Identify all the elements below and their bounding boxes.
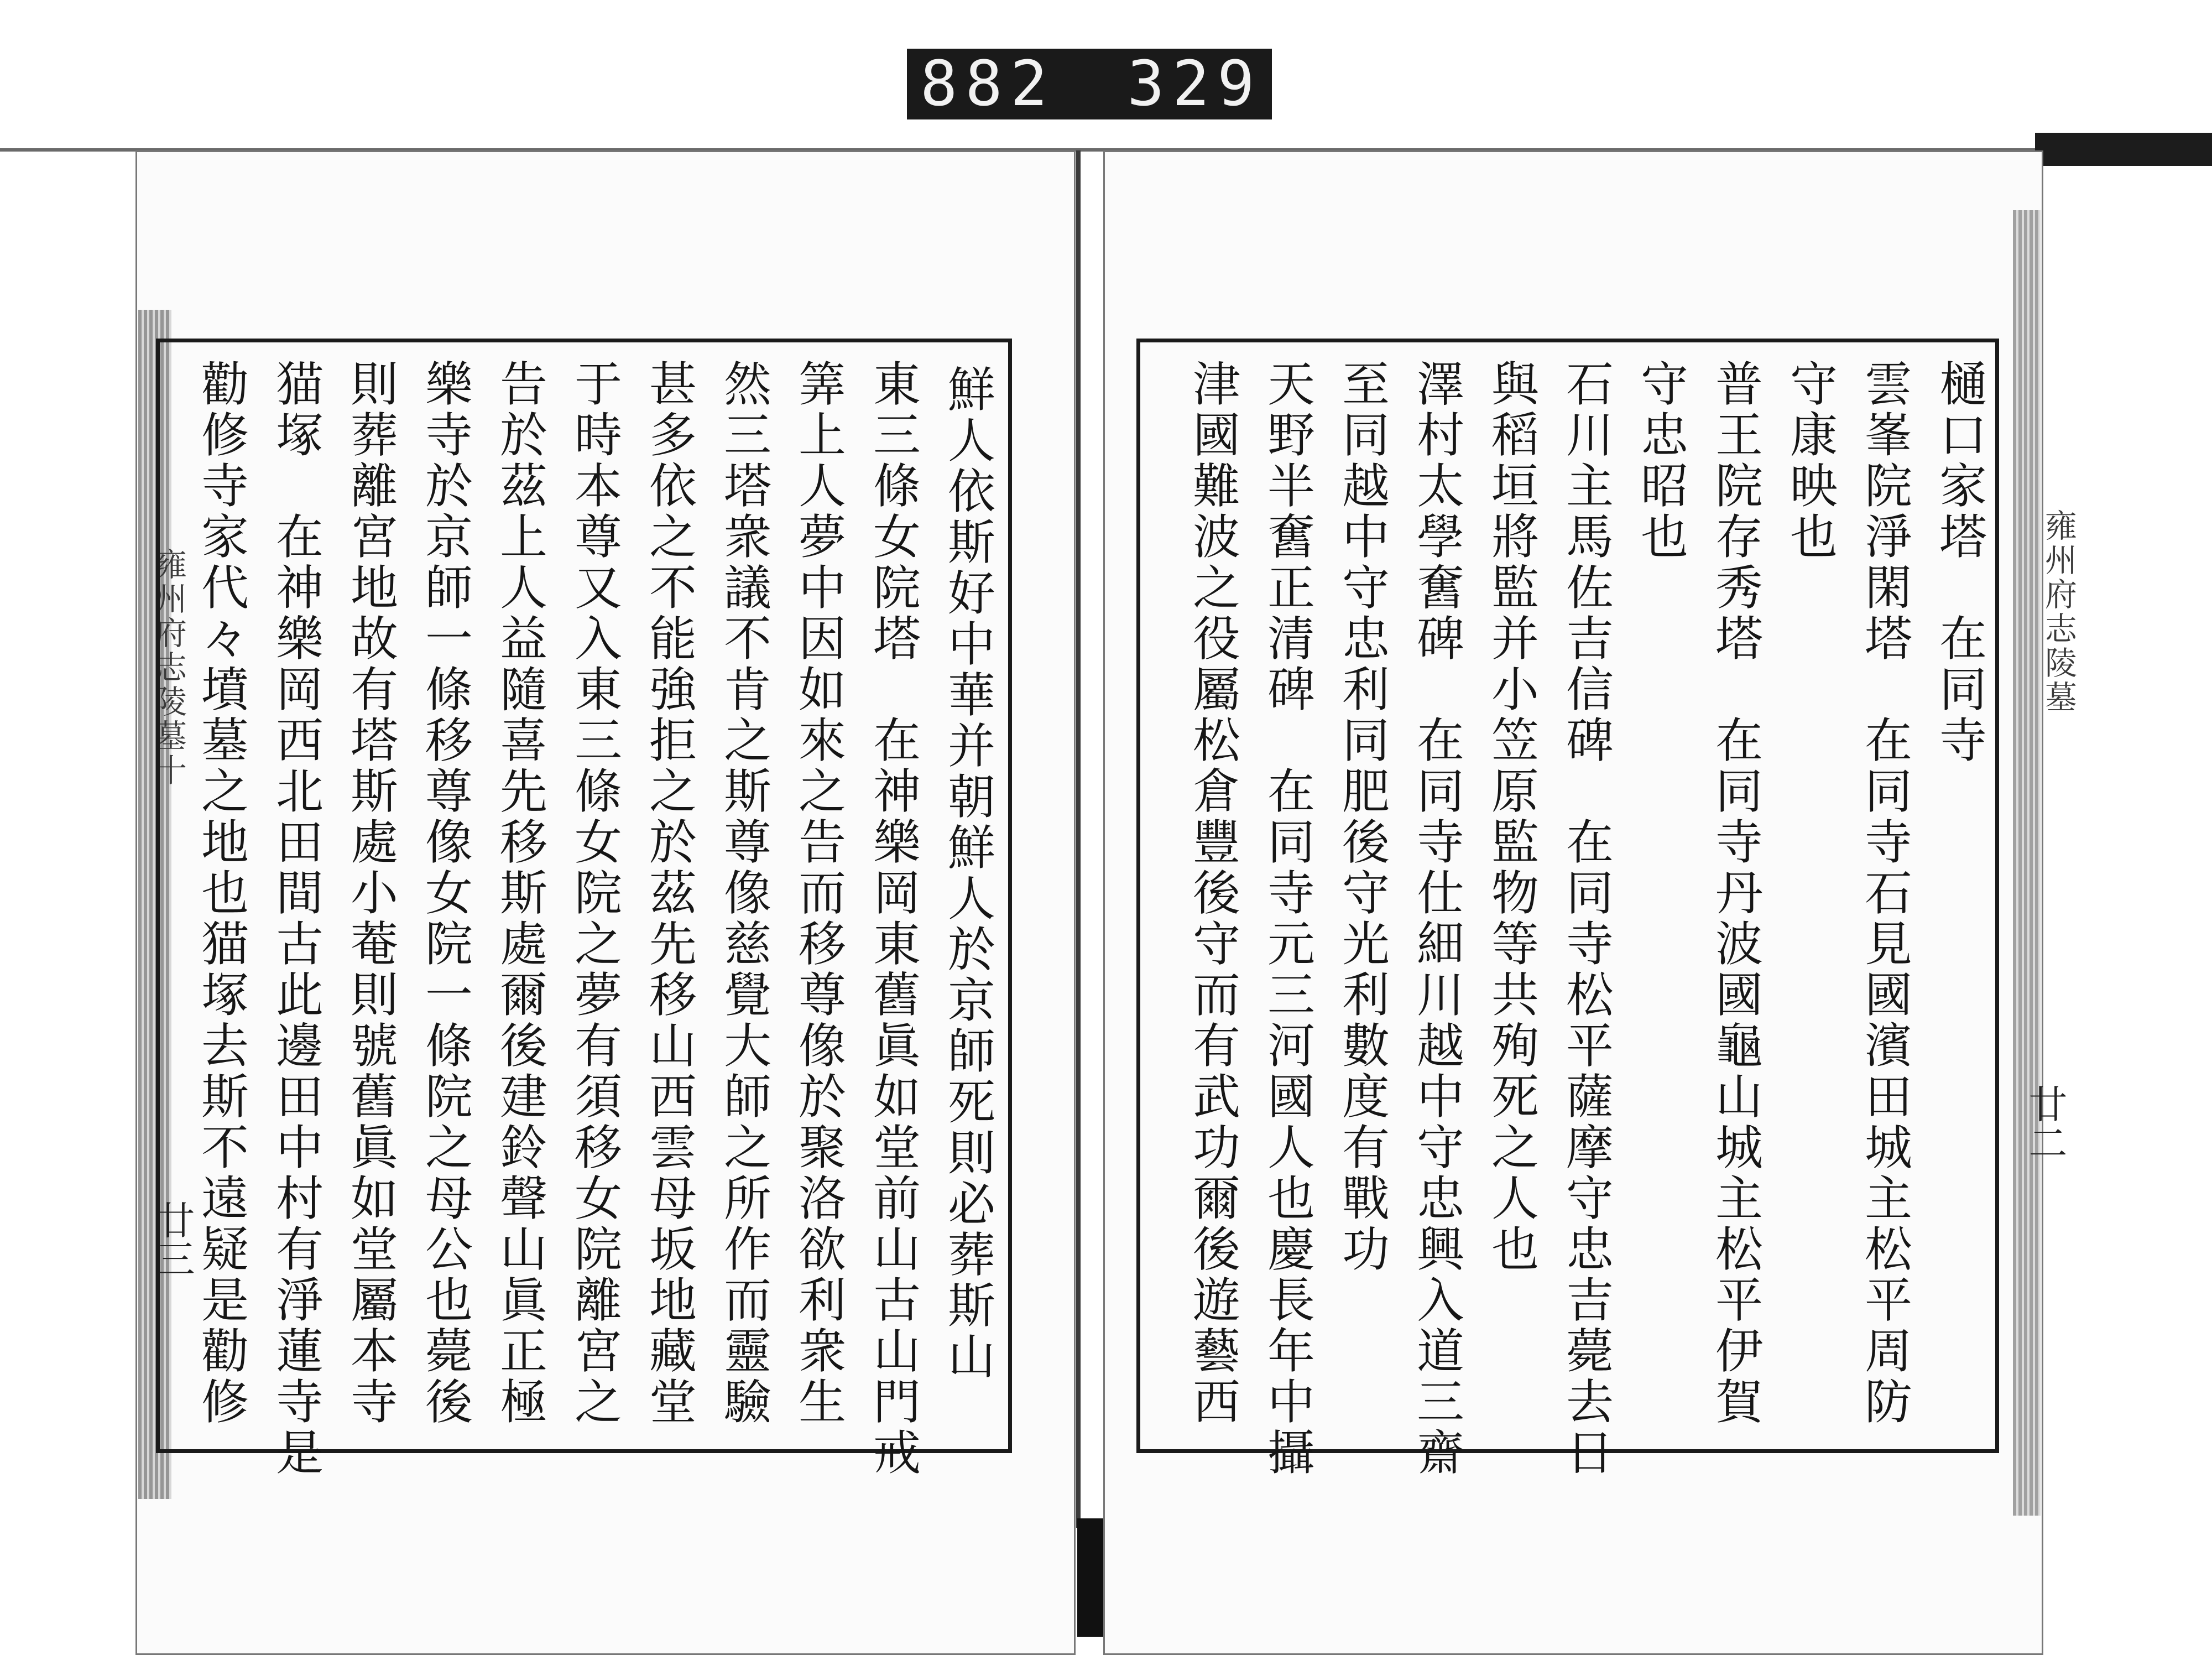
text-column: 普王院存秀塔 在同寺丹波國龜山城主松平伊賀 [1707,359,1762,1428]
text-column: 津國難波之役屬松倉豐後守而有武功爾後遊藝西 [1185,359,1240,1428]
text-column: 天野半𡚒正清碑 在同寺元三河國人也慶長年中攝 [1259,359,1314,1479]
text-column: 樂寺於京師一條移尊像女院一條院之母公也薨後 [417,359,472,1428]
frame-number: 329 [1127,48,1262,120]
right-text-block [1136,339,1999,1479]
text-column: 守忠昭也 [1632,359,1688,563]
left-text-block [156,339,1012,1479]
text-column: 猫塚 在神樂岡西北田間古此邊田中村有淨蓮寺是 [268,359,323,1479]
left-margin-title: 雍州府志陵墓十 [149,548,187,788]
left-folio-number: 廿三 [150,1200,195,1278]
text-column: 于時本尊又入東三條女院之夢有須移女院離宮之 [566,359,622,1428]
text-column: 勸修寺家代々墳墓之地也猫塚去斯不遠疑是勸修 [193,359,248,1428]
text-column: 告於茲上人益隨喜先移斯處爾後建鈴聲山眞正極 [492,359,547,1428]
text-column: 樋口家塔 在同寺 [1931,359,1986,766]
text-column: 筭上人夢中因如來之告而移尊像於聚洛欲利衆生 [790,359,846,1428]
text-column: 東三條女院塔 在神樂岡東舊眞如堂前山古山門戒 [865,359,920,1479]
right-page-edge [2013,210,2041,1516]
text-column: 雲峯院淨閑塔 在同寺石見國濱田城主松平周防 [1856,359,1912,1428]
reel-number: 882 [920,48,1056,120]
text-column: 石川主馬佐吉信碑 在同寺松平薩摩守忠吉薨去日 [1558,359,1613,1479]
text-column: 然三塔衆議不肯之斯尊像慈覺大師之所作而靈驗 [716,359,771,1428]
frame-number-label [907,49,1272,119]
scan-right-edge-block [2035,133,2212,166]
text-column: 甚多依之不能強拒之於茲先移山西雲母坂地藏堂 [641,359,696,1428]
text-column: 守康映也 [1782,359,1837,563]
text-column: 至同越中守忠利同肥後守光利數度有戰功 [1334,359,1389,1275]
right-folio-number: 廿二 [2022,1084,2068,1162]
right-margin-title: 雍州府志陵墓 [2039,509,2077,715]
text-column: 鮮人依斯好中華并朝鮮人於京師死則必葬斯山 [940,365,995,1382]
text-column: 則葬離宮地故有塔斯處小菴則號舊眞如堂屬本寺 [342,359,398,1428]
text-column: 澤村太學𡚒碑 在同寺仕細川越中守忠興入道三齋 [1408,359,1464,1479]
book-gutter [1076,150,1081,1528]
text-column: 與稻垣將監并小笠原監物等共殉死之人也 [1483,359,1538,1275]
